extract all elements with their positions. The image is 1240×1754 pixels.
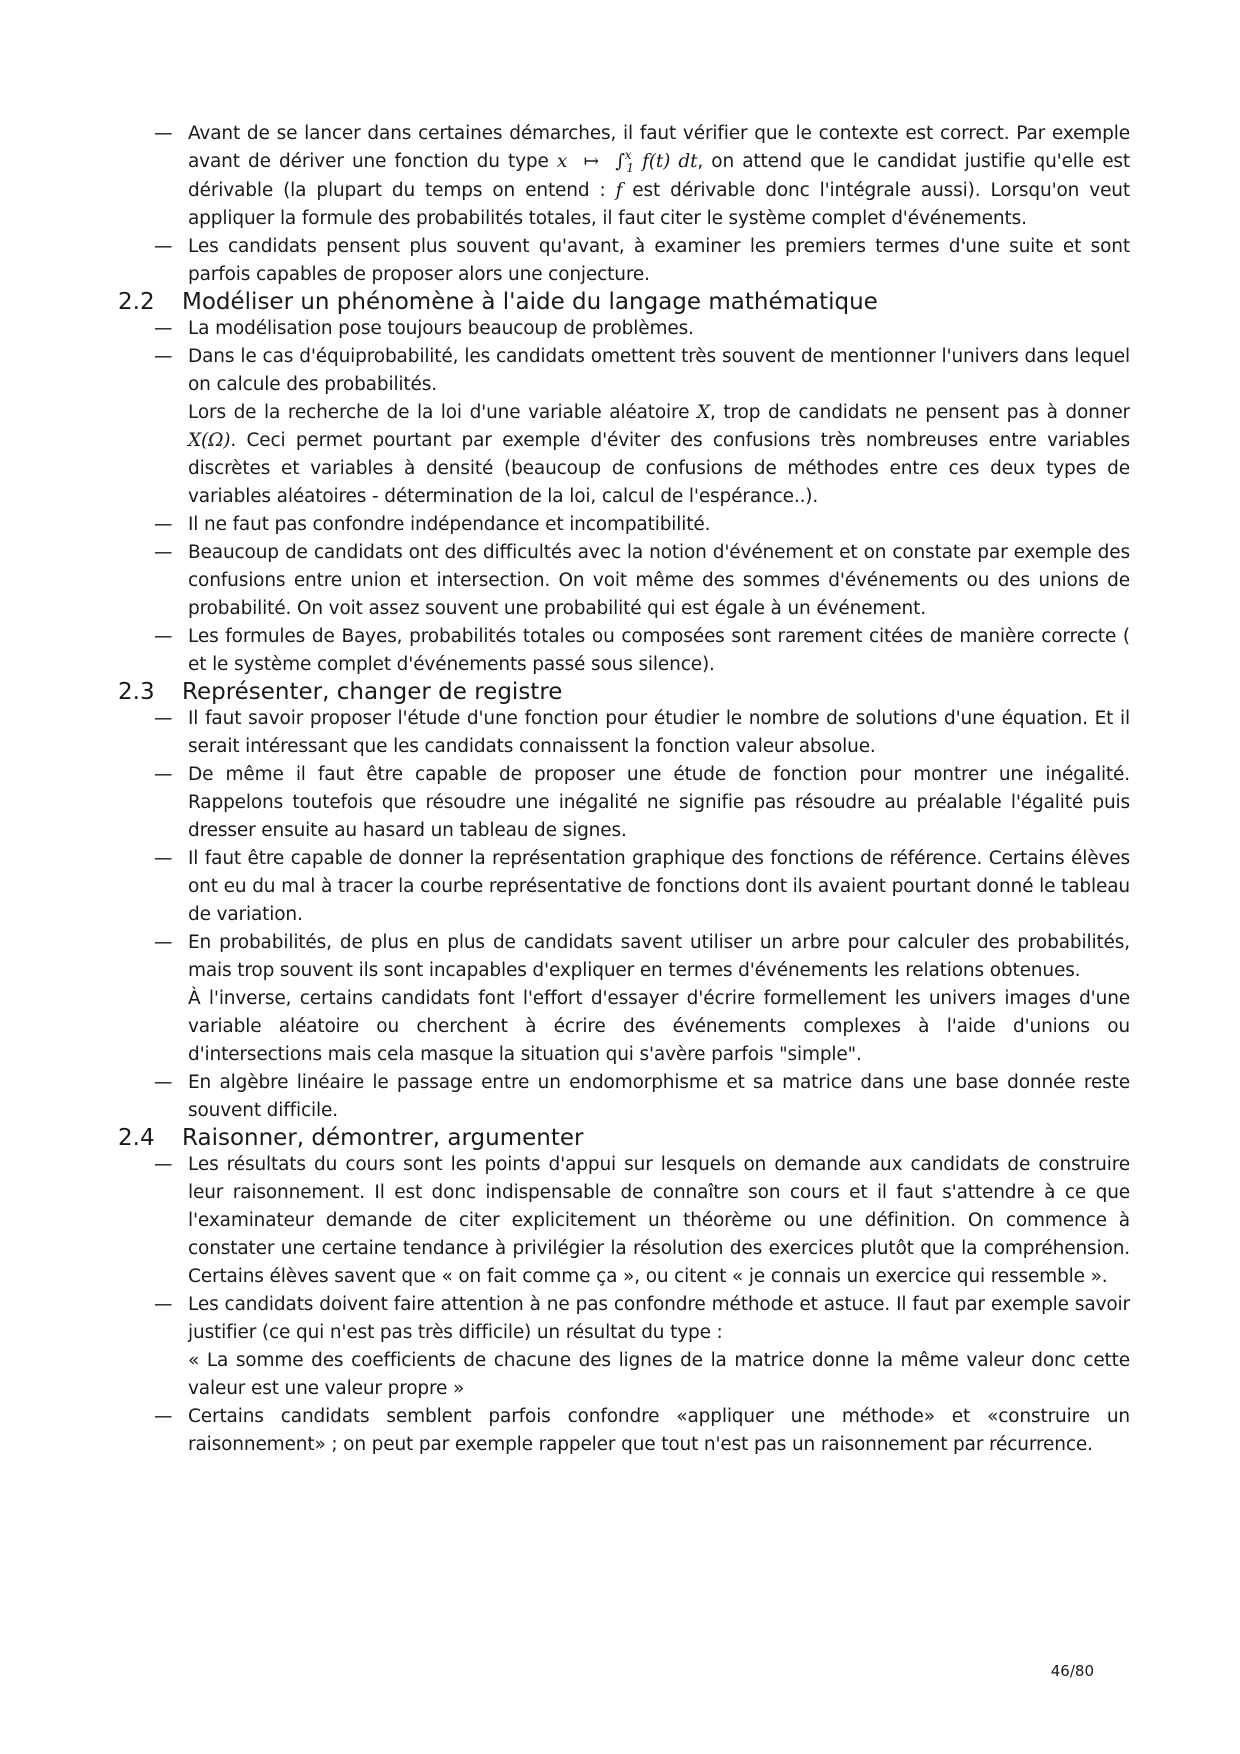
section-list: [118, 315, 1130, 679]
page-content: [118, 120, 1130, 1459]
list-item: — En probabilités, de plus en plus de candidats savent utiliser un arbre pour calculer des probabilités, mais trop souvent ils sont incapables d'expliquer en termes d'événements les relations obtenues. À l'inverse, certains candidats font l'effort d'essayer d'écrire formellement les univers images d'une variable aléatoire ou cherchent à écrire des événements complexes à l'aide d'unions ou d'intersections mais cela masque la situation qui s'avère parfois "simple".: [118, 929, 1130, 1069]
math-expression: x ↦ ∫$^x_1$ f(t) dt: [556, 148, 698, 175]
list-item: — En algèbre linéaire le passage entre un endomorphisme et sa matrice dans une base donnée reste souvent difficile.: [118, 1069, 1130, 1125]
bullet-dash: —: [154, 1294, 173, 1315]
section-number: 2.2: [118, 289, 155, 315]
bullet-dash: —: [154, 1154, 173, 1175]
section-title: Représenter, changer de registre: [182, 679, 563, 705]
list-item: — Les candidats doivent faire attention à ne pas confondre méthode et astuce. Il faut par exemple savoir justifier (ce qui n'est pas très difficile) un résultat du type : « La somme des coefficients de chacune des lignes de la matrice donne la même valeur donc cette valeur est une valeur propre »: [118, 1291, 1130, 1403]
section-heading: [118, 1125, 1130, 1151]
list-item: — Beaucoup de candidats ont des difficultés avec la notion d'événement et on constate par exemple des confusions entre union et intersection. On voit même des sommes d'événements ou des unions de probabilité. On voit assez souvent une probabilité qui est égale à un événement.: [118, 539, 1130, 623]
section-number: 2.4: [118, 1125, 155, 1151]
section-title: Modéliser un phénomène à l'aide du langage mathématique: [182, 289, 878, 315]
bullet-dash: —: [154, 1406, 173, 1427]
list-item: — La modélisation pose toujours beaucoup de problèmes.: [118, 315, 1130, 343]
section-heading: [118, 679, 1130, 705]
section-list: [118, 705, 1130, 1125]
section-list: [118, 1151, 1130, 1459]
bullet-dash: —: [154, 236, 173, 257]
bullet-dash: —: [154, 764, 173, 785]
bullet-dash: —: [154, 708, 173, 729]
bullet-dash: —: [154, 932, 173, 953]
list-item: — Il faut savoir proposer l'étude d'une fonction pour étudier le nombre de solutions d'une équation. Et il serait intéressant que les candidats connaissent la fonction valeur absolue.: [118, 705, 1130, 761]
section-title: Raisonner, démontrer, argumenter: [182, 1125, 584, 1151]
bullet-dash: —: [154, 123, 173, 144]
bullet-dash: —: [154, 346, 173, 367]
list-item: — Les résultats du cours sont les points d'appui sur lesquels on demande aux candidats de construire leur raisonnement. Il est donc indispensable de connaître son cours et il faut s'attendre à ce que l'examinateur demande de citer explicitement un théorème ou une définition. On commence à constater une certaine tendance à privilégier la résolution des exercices plutôt que la compréhension. Certains élèves savent que « on fait comme ça », ou citent « je connais un exercice qui ressemble ».: [118, 1151, 1130, 1291]
bullet-dash: —: [154, 1072, 173, 1093]
section-heading: [118, 289, 1130, 315]
bullet-dash: —: [154, 626, 173, 647]
bullet-dash: —: [154, 542, 173, 563]
list-item: — Certains candidats semblent parfois confondre «appliquer une méthode» et «construire un raisonnement» ; on peut par exemple rappeler que tout n'est pas un raisonnement par récurrence.: [118, 1403, 1130, 1459]
list-item: — Les formules de Bayes, probabilités totales ou composées sont rarement citées de manière correcte ( et le système complet d'événements passé sous silence).: [118, 623, 1130, 679]
list-item: — Dans le cas d'équiprobabilité, les candidats omettent très souvent de mentionner l'univers dans lequel on calcule des probabilités. Lors de la recherche de la loi d'une variable aléatoire X, trop de candidats ne pensent pas à donner X(Ω). Ceci permet pourtant par exemple d'éviter des confusions très nombreuses entre variables discrètes et variables à densité (beaucoup de confusions de méthodes entre ces deux types de variables aléatoires - détermination de la loi, calcul de l'espérance..).: [118, 343, 1130, 511]
list-item: — Il faut être capable de donner la représentation graphique des fonctions de référence. Certains élèves ont eu du mal à tracer la courbe représentative de fonctions dont ils avaient pourtant donné le tableau de variation.: [118, 845, 1130, 929]
bullet-dash: —: [154, 318, 173, 339]
page-number: 46/80: [1050, 1662, 1094, 1680]
intro-list: [118, 120, 1130, 289]
bullet-dash: —: [154, 514, 173, 535]
section-number: 2.3: [118, 679, 155, 705]
list-item: — Avant de se lancer dans certaines démarches, il faut vérifier que le contexte est correct. Par exemple avant de dériver une fonction du type x ↦ ∫$^x_1$ f(t) dt, on attend que le candidat justifie qu'elle est dérivable (la plupart du temps on entend : f est dérivable donc l'intégrale aussi). Lorsqu'on veut appliquer la formule des probabilités totales, il faut citer le système complet d'événements.: [118, 120, 1130, 233]
bullet-dash: —: [154, 848, 173, 869]
list-item: — Les candidats pensent plus souvent qu'avant, à examiner les premiers termes d'une suite et sont parfois capables de proposer alors une conjecture.: [118, 233, 1130, 289]
list-item: — Il ne faut pas confondre indépendance et incompatibilité.: [118, 511, 1130, 539]
list-item: — De même il faut être capable de proposer une étude de fonction pour montrer une inégalité. Rappelons toutefois que résoudre une inégalité ne signifie pas résoudre au préalable l'égalité puis dresser ensuite au hasard un tableau de signes.: [118, 761, 1130, 845]
